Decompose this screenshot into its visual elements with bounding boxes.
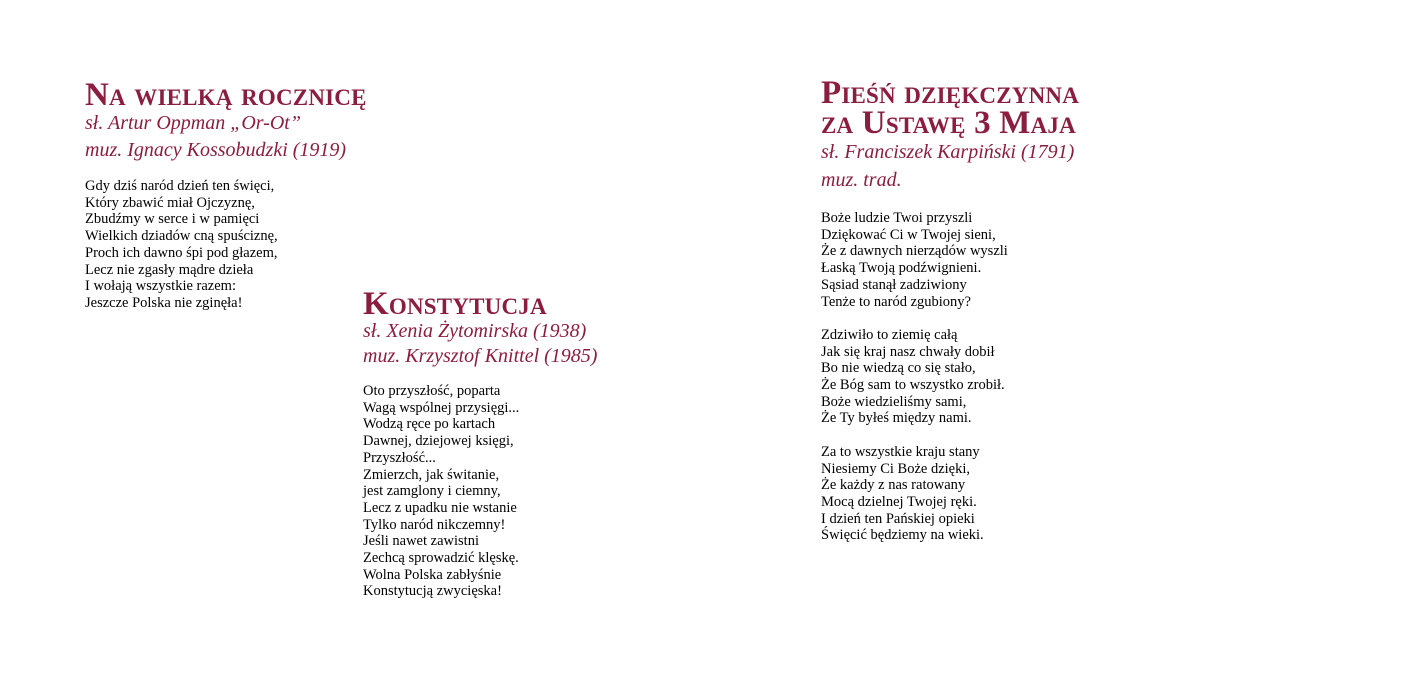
song-piesn-dziekczynna (821, 75, 1080, 544)
song-lyricist: sł. Franciszek Karpiński (1791) (821, 141, 1075, 163)
song-stanza: Zdziwiło to ziemię całą Jak się kraj nasz chwały dobił Bo nie wiedzą co się stało, Że Bóg sam to wszystko zrobił. Boże wiedzieliśmy sami, Że Ty byłeś między nami. (821, 326, 1005, 427)
song-stanza: Gdy dziś naród dzień ten święci, Który zbawić miał Ojczyznę, Zbudźmy w serce i w pamięci Wielkich dziadów cną spuściznę, Proch ich dawno śpi pod głazem, Lecz nie zgasły mądre dzieła I wołają wszystkie razem: Jeszcze Polska nie zginęła! (85, 178, 278, 311)
song-konstytucja (363, 286, 598, 600)
song-composer: muz. Krzysztof Knittel (1985) (363, 345, 598, 367)
song-na-wielka-rocznice (85, 77, 367, 312)
song-title-line-1: Pieśń dziękczynna (821, 75, 1080, 111)
song-composer: muz. trad. (821, 169, 902, 191)
song-stanza: Oto przyszłość, poparta Wagą wspólnej przysięgi... Wodzą ręce po kartach Dawnej, dziejowej księgi, Przyszłość... Zmierzch, jak świtanie, jest zamglony i ciemny, Lecz z upadku nie wstanie Tylko naród nikczemny! Jeśli nawet zawistni Zechcą sprowadzić klęskę. Wolna Polska zabłyśnie Konstytucją zwycięska! (363, 383, 520, 600)
song-title: Na wielką rocznicę (85, 77, 367, 113)
song-stanza: Za to wszystkie kraju stany Niesiemy Ci Boże dzięki, Że każdy z nas ratowany Mocą dzielnej Twojej ręki. I dzień ten Pańskiej opieki Święcić będziemy na wieki. (821, 443, 984, 544)
song-title (821, 75, 1080, 141)
song-lyricist: sł. Xenia Żytomirska (1938) (363, 320, 587, 342)
song-title: Konstytucja (363, 286, 547, 322)
song-lyricist: sł. Artur Oppman „Or-Ot” (85, 112, 301, 134)
song-stanza: Boże ludzie Twoi przyszli Dziękować Ci w Twojej sieni, Że z dawnych nierządów wyszli Łaską Twoją podźwignieni. Sąsiad stanął zadziwiony Tenże to naród zgubiony? (821, 210, 1008, 310)
song-composer: muz. Ignacy Kossobudzki (1919) (85, 139, 347, 161)
song-title-line-2: za Ustawę 3 Maja (821, 105, 1076, 141)
